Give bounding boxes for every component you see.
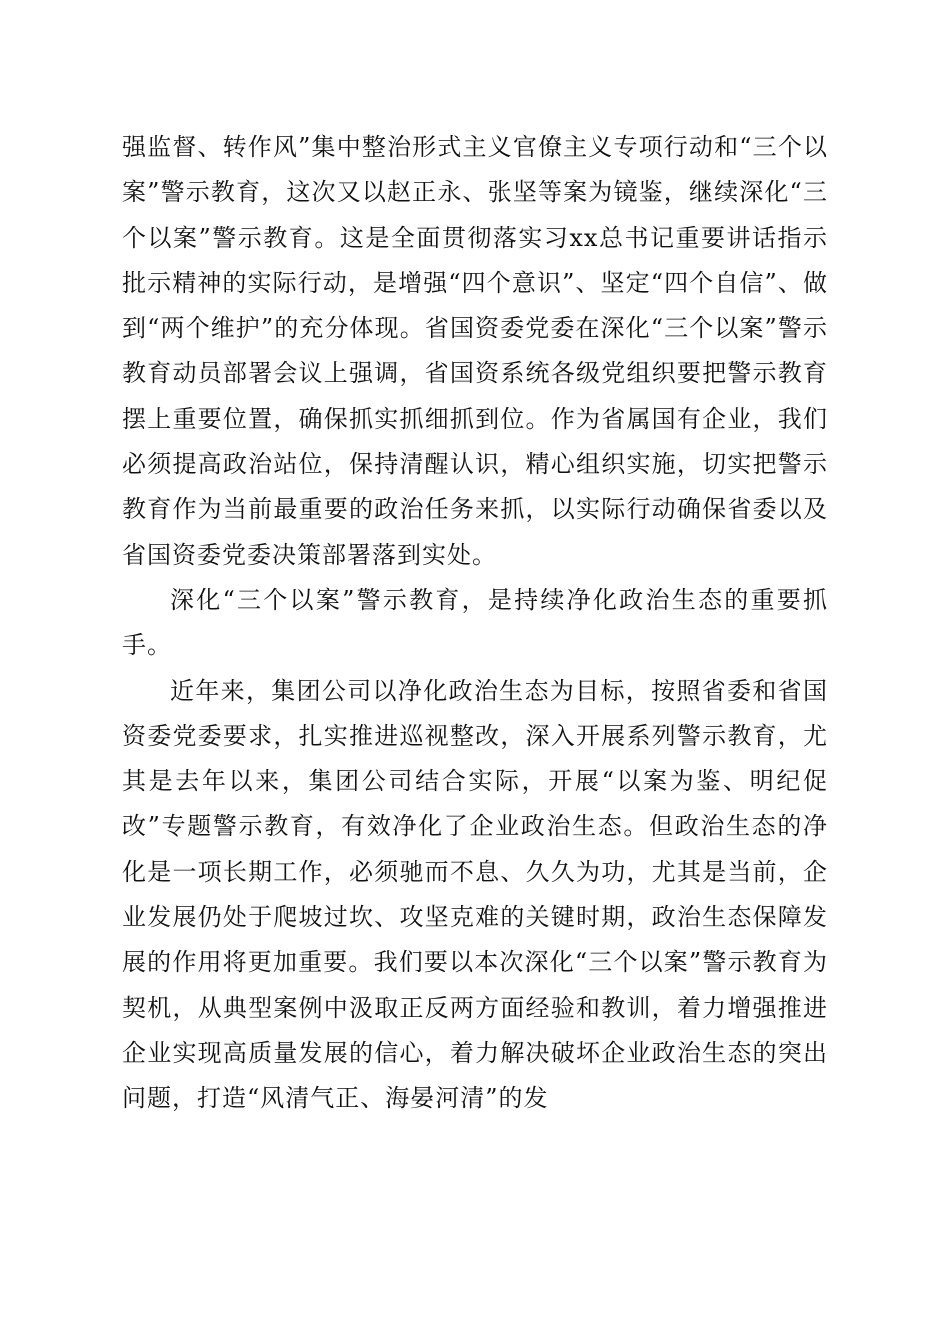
- paragraph-1: 强监督、转作风”集中整治形式主义官僚主义专项行动和“三个以案”警示教育，这次又以赵正永、张坚等案为镜鉴，继续深化“三个以案”警示教育。这是全面贯彻落实习xx总书记重要讲话指示批示精神的实际行动，是增强“四个意识”、坚定“四个自信”、做到“两个维护”的充分体现。省国资委党委在深化“三个以案”警示教育动员部署会议上强调，省国资系统各级党组织要把警示教育摆上重要位置，确保抓实抓细抓到位。作为省属国有企业，我们必须提高政治站位，保持清醒认识，精心组织实施，切实把警示教育作为当前最重要的政治任务来抓，以实际行动确保省委以及省国资委党委决策部署落到实处。: [122, 133, 828, 569]
- paragraph-3: 近年来，集团公司以净化政治生态为目标，按照省委和省国资委党委要求，扎实推进巡视整改，深入开展系列警示教育，尤其是去年以来，集团公司结合实际，开展“以案为鉴、明纪促改”专题警示教育，有效净化了企业政治生态。但政治生态的净化是一项长期工作，必须驰而不息、久久为功，尤其是当前，企业发展仍处于爬坡过坎、攻坚克难的关键时期，政治生态保障发展的作用将更加重要。我们要以本次深化“三个以案”警示教育为契机，从典型案例中汲取正反两方面经验和教训，着力增强推进企业实现高质量发展的信心，着力解决破坏企业政治生态的突出问题，打造“风清气正、海晏河清”的发: [122, 676, 828, 1113]
- paragraph-2: 深化“三个以案”警示教育，是持续净化政治生态的重要抓手。: [122, 585, 828, 660]
- document-body: [122, 125, 828, 1122]
